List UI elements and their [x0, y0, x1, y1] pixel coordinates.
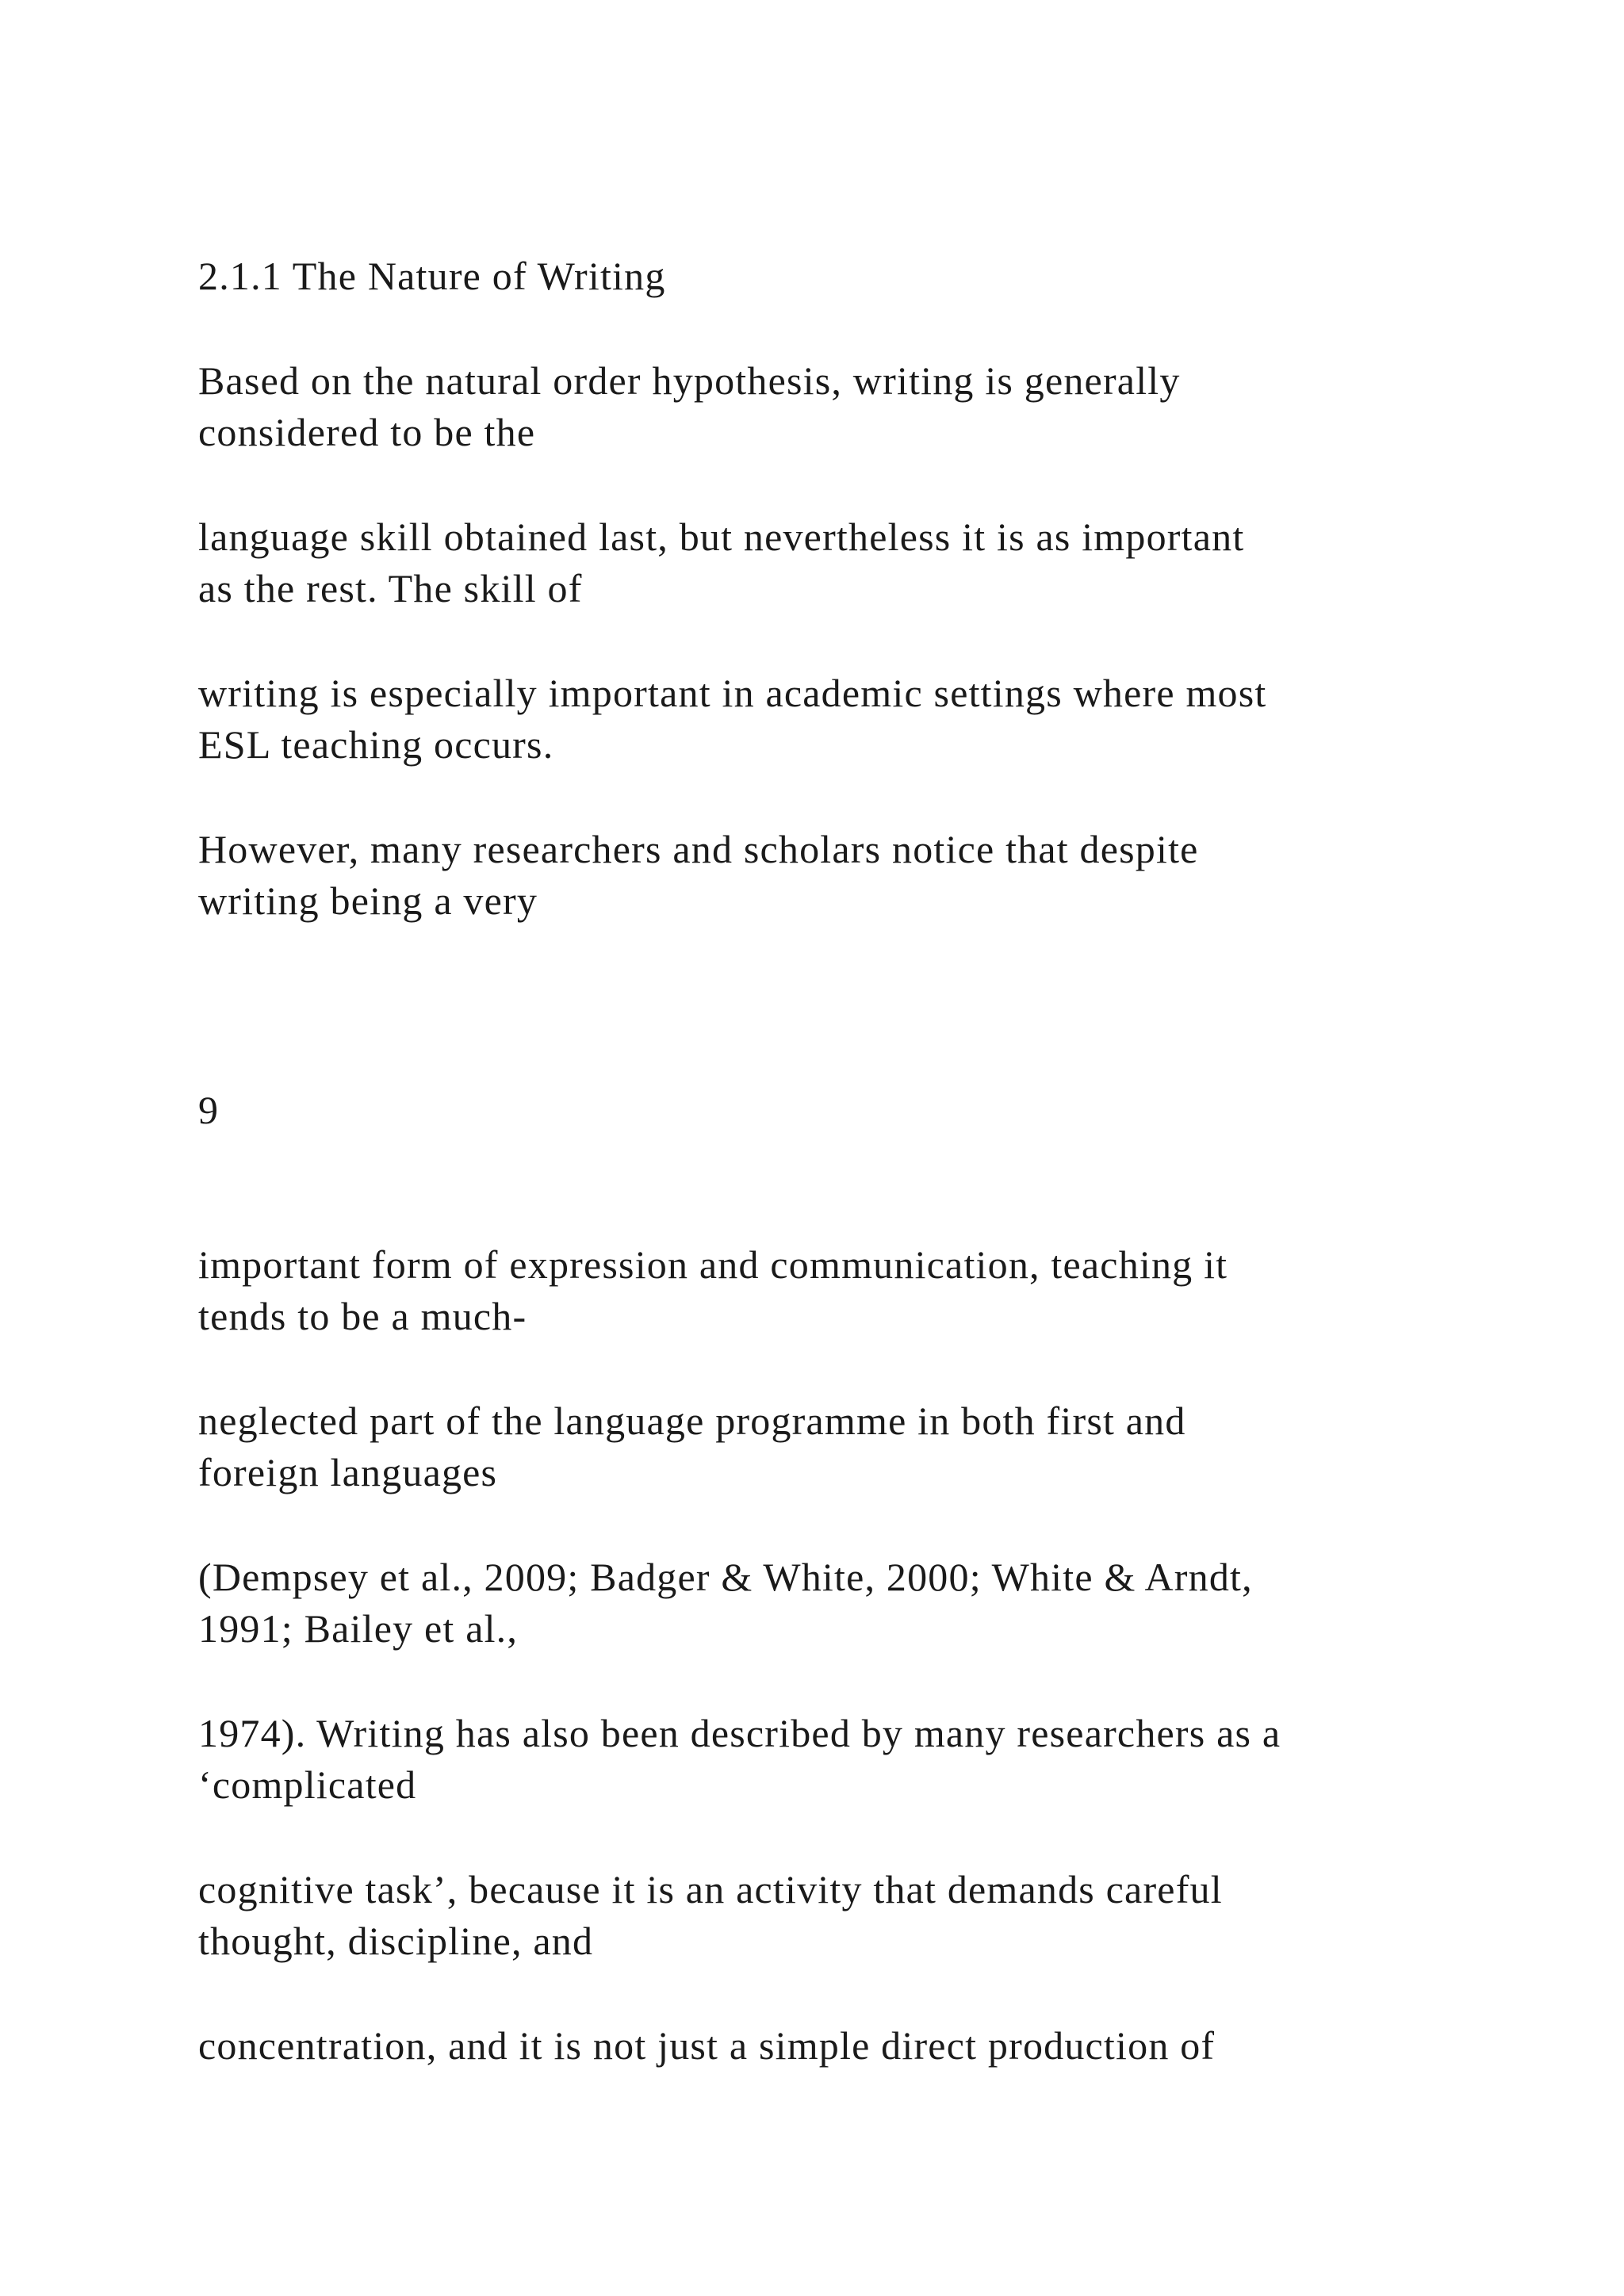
section-heading	[198, 251, 1515, 302]
page-number: 9	[198, 1088, 218, 1132]
paragraph-8	[198, 1708, 1515, 1811]
paragraph-5	[198, 1239, 1515, 1342]
paragraph-6	[198, 1395, 1515, 1498]
text-line: writing is especially important in academic settings where most	[198, 671, 1267, 715]
text-line: 1991; Bailey et al.,	[198, 1606, 519, 1651]
paragraph-10	[198, 2020, 1515, 2072]
paragraph-2	[198, 511, 1515, 614]
text-line: Based on the natural order hypothesis, writing is generally	[198, 358, 1181, 403]
text-line: tends to be a much-	[198, 1294, 527, 1338]
text-line: However, many researchers and scholars notice that despite	[198, 827, 1199, 871]
text-line: ‘complicated	[198, 1762, 417, 1807]
heading-line: 2.1.1 The Nature of Writing	[198, 254, 666, 298]
text-line: ESL teaching occurs.	[198, 722, 554, 767]
text-line: as the rest. The skill of	[198, 566, 583, 610]
text-line: writing being a very	[198, 878, 538, 923]
paragraph-3	[198, 668, 1515, 771]
text-line: considered to be the	[198, 410, 536, 454]
text-line: language skill obtained last, but nevertheless it is as important	[198, 515, 1245, 559]
text-line: important form of expression and communication, teaching it	[198, 1242, 1228, 1287]
paragraph-9	[198, 1864, 1515, 1967]
paragraph-1	[198, 355, 1515, 458]
text-line: (Dempsey et al., 2009; Badger & White, 2000; White & Arndt,	[198, 1555, 1253, 1599]
paragraph-7	[198, 1552, 1515, 1655]
text-line: 1974). Writing has also been described by many researchers as a	[198, 1711, 1281, 1755]
text-line: neglected part of the language programme in both first and	[198, 1399, 1186, 1443]
text-line: foreign languages	[198, 1450, 498, 1494]
text-line: concentration, and it is not just a simple direct production of	[198, 2023, 1216, 2068]
text-line: thought, discipline, and	[198, 1919, 594, 1963]
paragraph-4	[198, 824, 1515, 927]
text-line: cognitive task’, because it is an activity that demands careful	[198, 1867, 1223, 1911]
